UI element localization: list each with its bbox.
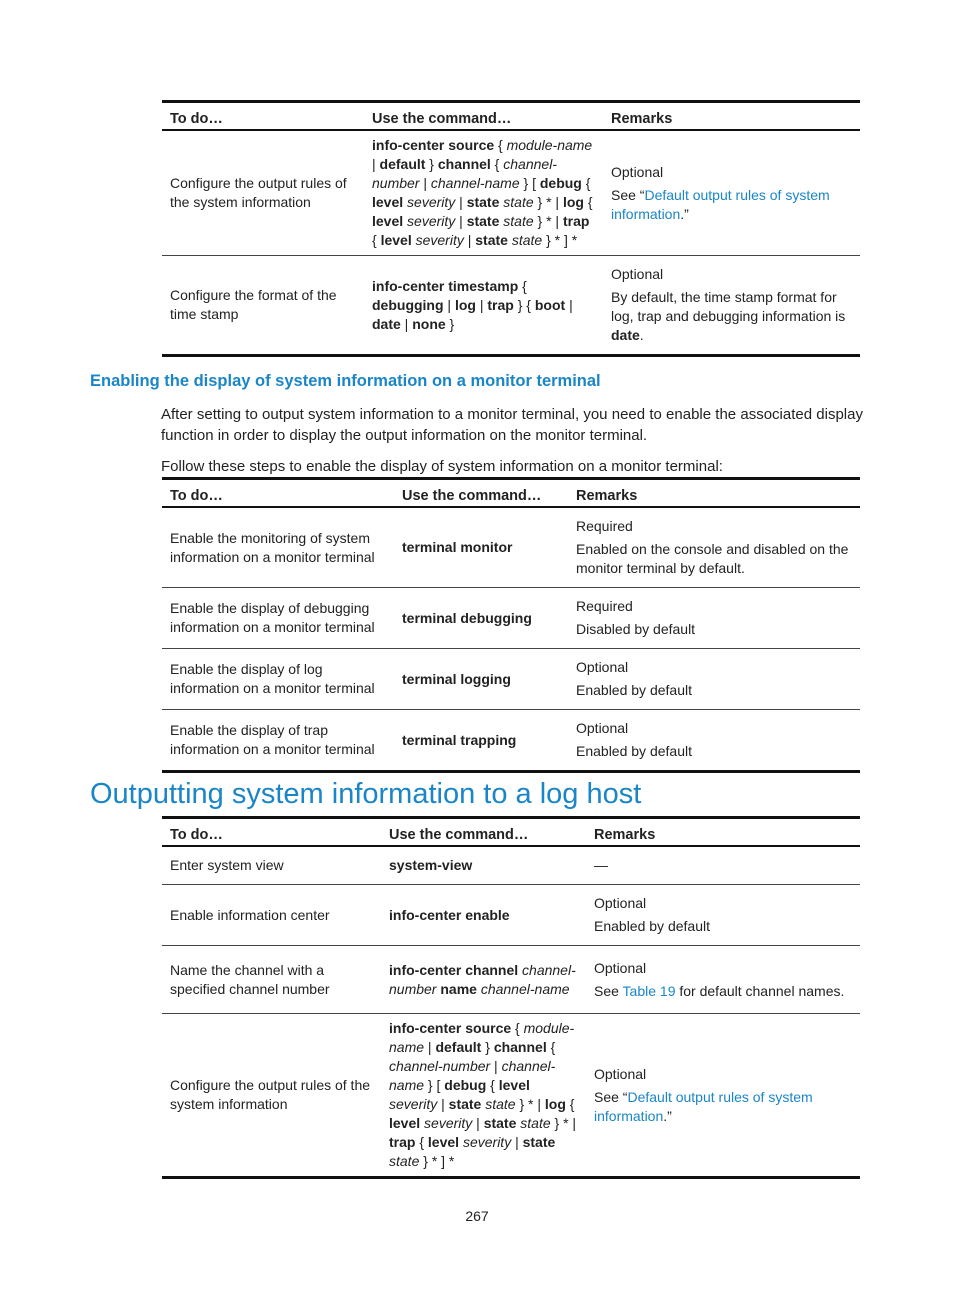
command-cell: info-center timestamp { debugging | log | trap } { boot | date | none }: [372, 277, 573, 332]
command-keyword: terminal trapping: [402, 731, 517, 748]
col-header-remarks: Remarks: [576, 488, 638, 504]
command-argument: channel-name: [480, 980, 570, 997]
table-row: [162, 588, 860, 649]
command-keyword: debugging: [372, 296, 444, 313]
remark-line: See “Default output rules of system information.”: [611, 186, 830, 222]
command-keyword: state: [483, 1115, 517, 1131]
todo-cell: Enable the display of trap information on a monitor terminal: [170, 722, 375, 757]
remark-line: Optional: [594, 1065, 647, 1082]
table-row: [162, 130, 860, 256]
command-argument: severity: [407, 194, 456, 210]
command-argument: channel-number: [389, 1058, 491, 1074]
command-cell: [394, 710, 568, 772]
table-row: [162, 946, 860, 1014]
col-header-command: Use the command…: [402, 488, 542, 504]
remark-line: Enabled on the console and disabled on the monitor terminal by default.: [576, 541, 849, 576]
command-keyword: none: [412, 315, 446, 332]
remarks-cell: [603, 256, 860, 356]
col-header-remarks: Remarks: [611, 111, 673, 127]
todo-cell: Enable information center: [170, 906, 330, 923]
command-keyword: date: [372, 315, 401, 332]
remarks-cell: [568, 649, 860, 710]
command-cell: info-center source { module-name | default } channel { channel-number | channel-name } [ debug { level severity | state state } * | log { level severity | state state } * | trap { level severity | state state } * ] *: [372, 137, 593, 248]
remarks-cell: [568, 507, 860, 588]
remarks-cell: [603, 130, 860, 256]
command-keyword: info-center source: [389, 1020, 512, 1036]
command-argument: channel-number: [389, 961, 576, 997]
table-header-row: [162, 479, 860, 508]
remark-line: Enabled by default: [576, 743, 692, 759]
intro-paragraph: After setting to output system information to a monitor terminal, you need to enable the associated display function in order to display the output information on the monitor terminal.: [161, 406, 863, 444]
command-argument: severity: [407, 213, 456, 229]
command-argument: severity: [462, 1134, 512, 1150]
command-keyword: terminal logging: [402, 670, 511, 687]
remark-line: By default, the time stamp format for log, trap and debugging information is date.: [611, 289, 846, 343]
command-cell: [381, 846, 586, 885]
command-argument: state: [520, 1115, 551, 1131]
section-heading: Enabling the display of system information on a monitor terminal: [90, 372, 601, 390]
steps-paragraph: Follow these steps to enable the display of system information on a monitor terminal:: [161, 458, 723, 475]
command-keyword: channel: [493, 1039, 547, 1055]
command-keyword: level: [380, 232, 412, 248]
command-cell: info-center source { module-name | default } channel { channel-number | channel-name } [ debug { level severity | state state } * | log { level severity | state state } * | trap { level severity | state state } * ] *: [389, 1020, 577, 1169]
table-row: [162, 1014, 860, 1178]
cross-reference-link[interactable]: Default output rules of system information: [611, 186, 830, 222]
col-header-todo: To do…: [170, 111, 223, 127]
col-header-command: Use the command…: [389, 827, 529, 843]
command-keyword: system-view: [389, 857, 473, 873]
remark-line: Required: [576, 518, 633, 534]
table-row: [162, 710, 860, 772]
table-row: [162, 846, 860, 885]
command-keyword: info-center channel: [389, 961, 519, 978]
command-argument: state: [485, 1096, 516, 1112]
command-keyword: debug: [539, 175, 582, 191]
command-keyword: default: [379, 156, 426, 172]
command-argument: module-name: [506, 137, 593, 153]
col-header-remarks: Remarks: [594, 827, 656, 843]
command-cell: [394, 649, 568, 710]
remark-line: Required: [576, 598, 633, 614]
table-row: [162, 507, 860, 588]
command-keyword: boot: [534, 296, 566, 313]
command-keyword: trap: [562, 213, 590, 229]
command-keyword: date: [611, 327, 640, 343]
page-number: 267: [465, 1208, 489, 1224]
command-keyword: state: [448, 1096, 482, 1112]
command-argument: module-name: [389, 1020, 575, 1055]
cross-reference-link[interactable]: Default output rules of system information: [594, 1088, 813, 1124]
todo-cell: Name the channel with a specified channel number: [170, 961, 330, 997]
remark-line: Optional: [594, 895, 647, 911]
remarks-cell: [586, 1014, 860, 1178]
command-keyword: level: [389, 1115, 421, 1131]
remarks-cell: [568, 710, 860, 772]
col-header-command: Use the command…: [372, 111, 512, 127]
remark-line: Disabled by default: [576, 621, 696, 637]
command-keyword: log: [544, 1096, 566, 1112]
remark-line: Optional: [576, 720, 629, 736]
output-rules-table: [162, 100, 860, 357]
remark-line: Optional: [611, 163, 664, 180]
remark-line: Optional: [594, 959, 647, 976]
command-keyword: state: [475, 232, 508, 248]
command-keyword: state: [466, 194, 500, 210]
command-argument: channel-name: [430, 175, 520, 191]
table-row: [162, 256, 860, 356]
remarks-cell: [568, 588, 860, 649]
command-keyword: log: [562, 194, 584, 210]
command-keyword: level: [372, 194, 404, 210]
command-keyword: trap: [487, 296, 514, 313]
command-argument: state: [503, 213, 534, 229]
command-keyword: default: [435, 1039, 482, 1055]
todo-cell: Enable the display of log information on a monitor terminal: [170, 661, 375, 696]
command-keyword: debug: [444, 1077, 487, 1093]
remarks-cell: [586, 846, 860, 885]
todo-cell: Configure the output rules of the system information: [170, 1077, 371, 1112]
table-header-row: [162, 818, 860, 847]
remark-line: See “Default output rules of system information.”: [594, 1088, 813, 1124]
command-keyword: channel: [437, 156, 491, 172]
table-header-row: [162, 102, 860, 131]
remark-line: Optional: [611, 266, 664, 282]
log-host-table: [162, 816, 860, 1179]
command-keyword: level: [498, 1077, 530, 1093]
command-keyword: trap: [389, 1134, 416, 1150]
remarks-cell: [586, 946, 860, 1014]
remark-line: See Table 19 for default channel names.: [594, 982, 845, 999]
command-cell: [381, 885, 586, 946]
remarks-cell: [586, 885, 860, 946]
command-keyword: info-center enable: [389, 906, 510, 923]
command-keyword: terminal debugging: [402, 609, 532, 626]
todo-cell: Configure the output rules of the system information: [170, 175, 347, 210]
command-cell: [394, 588, 568, 649]
command-cell: [394, 507, 568, 588]
remark-line: Enabled by default: [594, 918, 710, 934]
command-keyword: level: [372, 213, 404, 229]
remark-line: Optional: [576, 659, 629, 675]
col-header-todo: To do…: [170, 488, 223, 504]
table-row: [162, 885, 860, 946]
cross-reference-link[interactable]: Table 19: [622, 982, 676, 999]
todo-cell: Enter system view: [170, 857, 284, 873]
table-row: [162, 649, 860, 710]
col-header-todo: To do…: [170, 827, 223, 843]
remark-line: —: [594, 857, 608, 873]
command-argument: severity: [424, 1115, 473, 1131]
command-argument: severity: [389, 1096, 438, 1112]
todo-cell: Enable the monitoring of system information on a monitor terminal: [170, 529, 375, 565]
command-argument: state: [511, 232, 543, 248]
remark-line: Enabled by default: [576, 682, 692, 698]
monitor-terminal-table: [162, 477, 860, 773]
command-argument: channel-name: [389, 1058, 556, 1093]
command-keyword: state: [466, 213, 500, 229]
todo-cell: Enable the display of debugging information on a monitor terminal: [170, 600, 375, 635]
command-argument: severity: [415, 232, 464, 248]
command-argument: state: [389, 1153, 420, 1169]
command-argument: state: [503, 194, 534, 210]
command-keyword: info-center source: [372, 137, 495, 153]
todo-cell: Configure the format of the time stamp: [170, 287, 337, 322]
command-keyword: info-center timestamp: [372, 277, 519, 294]
command-keyword: terminal monitor: [402, 539, 513, 555]
command-argument: channel-number: [372, 156, 557, 191]
command-keyword: level: [427, 1134, 460, 1150]
command-cell: [381, 946, 586, 1014]
command-keyword: name: [440, 980, 477, 997]
chapter-heading: Outputting system information to a log host: [90, 778, 642, 810]
command-keyword: log: [454, 296, 476, 313]
command-keyword: state: [522, 1134, 556, 1150]
